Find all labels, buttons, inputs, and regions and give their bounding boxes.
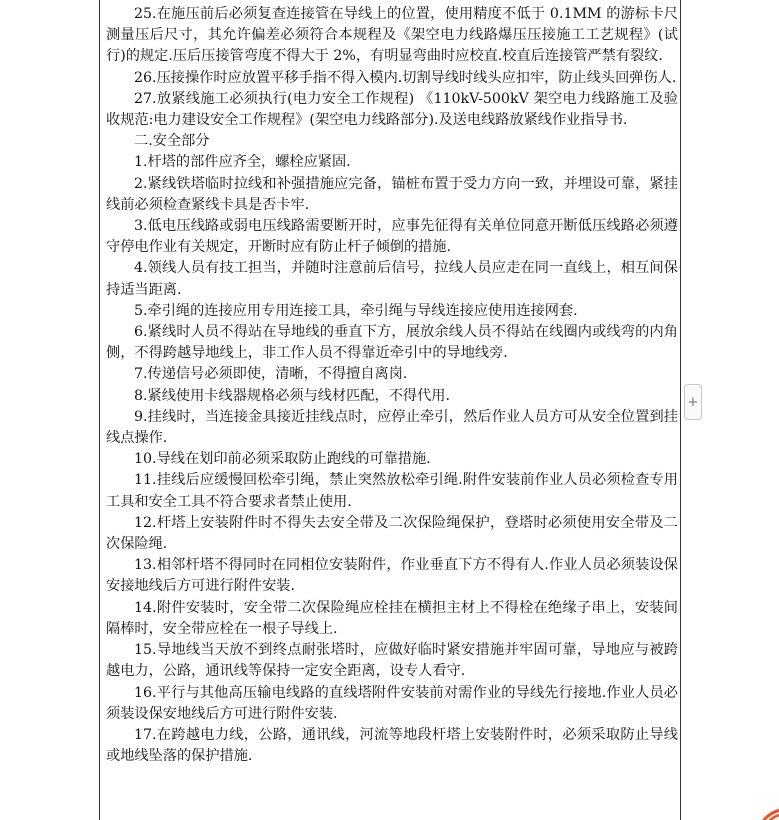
safety-item-17: 17.在跨越电力线，公路，通讯线，河流等地段杆塔上安装附件时，必须采取防止导线或地线坠落的保护措施. [106,726,678,765]
safety-item-14: 14.附件安装时，安全带二次保险绳应栓挂在横担主材上不得栓在绝缘子串上，安装间隔棒时，安全带应栓在一根子导线上. [106,599,678,637]
paragraph-27: 27.放紧线施工必须执行(电力安全工作规程) 《110kV-500kV 架空电力线路施工及验收规范:电力建设安全工作规程》(架空电力线路部分).及送电线路放紧线作业指导书. [106,90,678,129]
safety-item-2: 2.紧线铁塔临时拉线和补强措施应完备，锚桩布置于受力方向一致，并埋设可靠，紧挂线前必须检查紧线卡具是否卡牢. [106,175,678,213]
safety-item-8: 8.紧线使用卡线器规格必须与线材匹配，不得代用. [134,387,450,404]
expand-panel-button[interactable] [684,384,702,420]
safety-item-3: 3.低电压线路或弱电压线路需要断开时，应事先征得有关单位同意开断低压线路必须遵守停电作业有关规定，开断时应有防止杆子倾倒的措施. [106,218,678,256]
safety-item-5: 5.牵引绳的连接应用专用连接工具，牵引绳与导线连接应使用连接网套. [134,302,578,319]
safety-item-12: 12.杆塔上安装附件时不得失去安全带及二次保险绳保护，登塔时必须使用安全带及二次保险绳. [106,514,678,553]
paragraph-26: 26.压接操作时应放置平移手指不得入模内.切割导线时线头应扣牢，防止线头回弹伤人. [134,69,677,86]
safety-item-13: 13.相邻杆塔不得同时在同相位安装附件，作业垂直下方不得有人.作业人员必须装设保安接地线后方可进行附件安装. [106,557,678,595]
safety-item-6: 6.紧线时人员不得站在导地线的垂直下方，展放余线人员不得站在线圈内或线弯的内角侧，不得跨越导地线上，非工作人员不得靠近牵引中的导地线旁. [106,324,678,362]
section-heading-safety: 二.安全部分 [134,133,210,150]
paragraph-25: 25.在施压前后必须复查连接管在导线上的位置，使用精度不低于 0.1MM 的游标卡尺测量压后尺寸，其允许偏差必须符合本规程及《架空电力线路爆压压接施工工艺规程》(试行)的规定.压后压接管弯度不得大于 2%，有明显弯曲时应校直.校直后连接管严禁有裂纹. [106,6,678,65]
safety-item-16: 16.平行与其他高压输电线路的直线塔附件安装前对需作业的导线先行接地.作业人员必须装设保安地线后方可进行附件安装. [106,684,678,722]
safety-item-9: 9.挂线时，当连接金具接近挂线点时，应停止牵引，然后作业人员方可从安全位置到挂线点操作. [106,408,678,447]
safety-item-4: 4.领线人员有技工担当，并随时注意前后信号，拉线人员应走在同一直线上，相互间保持适当距离. [106,260,678,298]
safety-item-7: 7.传递信号必须即使，清晰，不得擅自离岗. [134,366,408,383]
document-page [99,0,681,820]
plus-icon: + [687,394,699,410]
safety-item-10: 10.导线在划印前必须采取防止跑线的可靠措施. [134,451,431,468]
safety-item-11: 11.挂线后应缓慢回松牵引绳，禁止突然放松牵引绳.附件安装前作业人员必须检查专用工具和安全工具不符合要求者禁止使用. [106,472,678,510]
safety-item-15: 15.导地线当天放不到终点耐张塔时，应做好临时紧安措施并牢固可靠，导地应与被跨越电力，公路，通讯线等保持一定安全距离，设专人看守. [106,642,678,680]
document-content [106,4,678,767]
brand-mark-icon [760,806,779,820]
safety-item-1: 1.杆塔的部件应齐全，螺栓应紧固. [134,154,351,171]
